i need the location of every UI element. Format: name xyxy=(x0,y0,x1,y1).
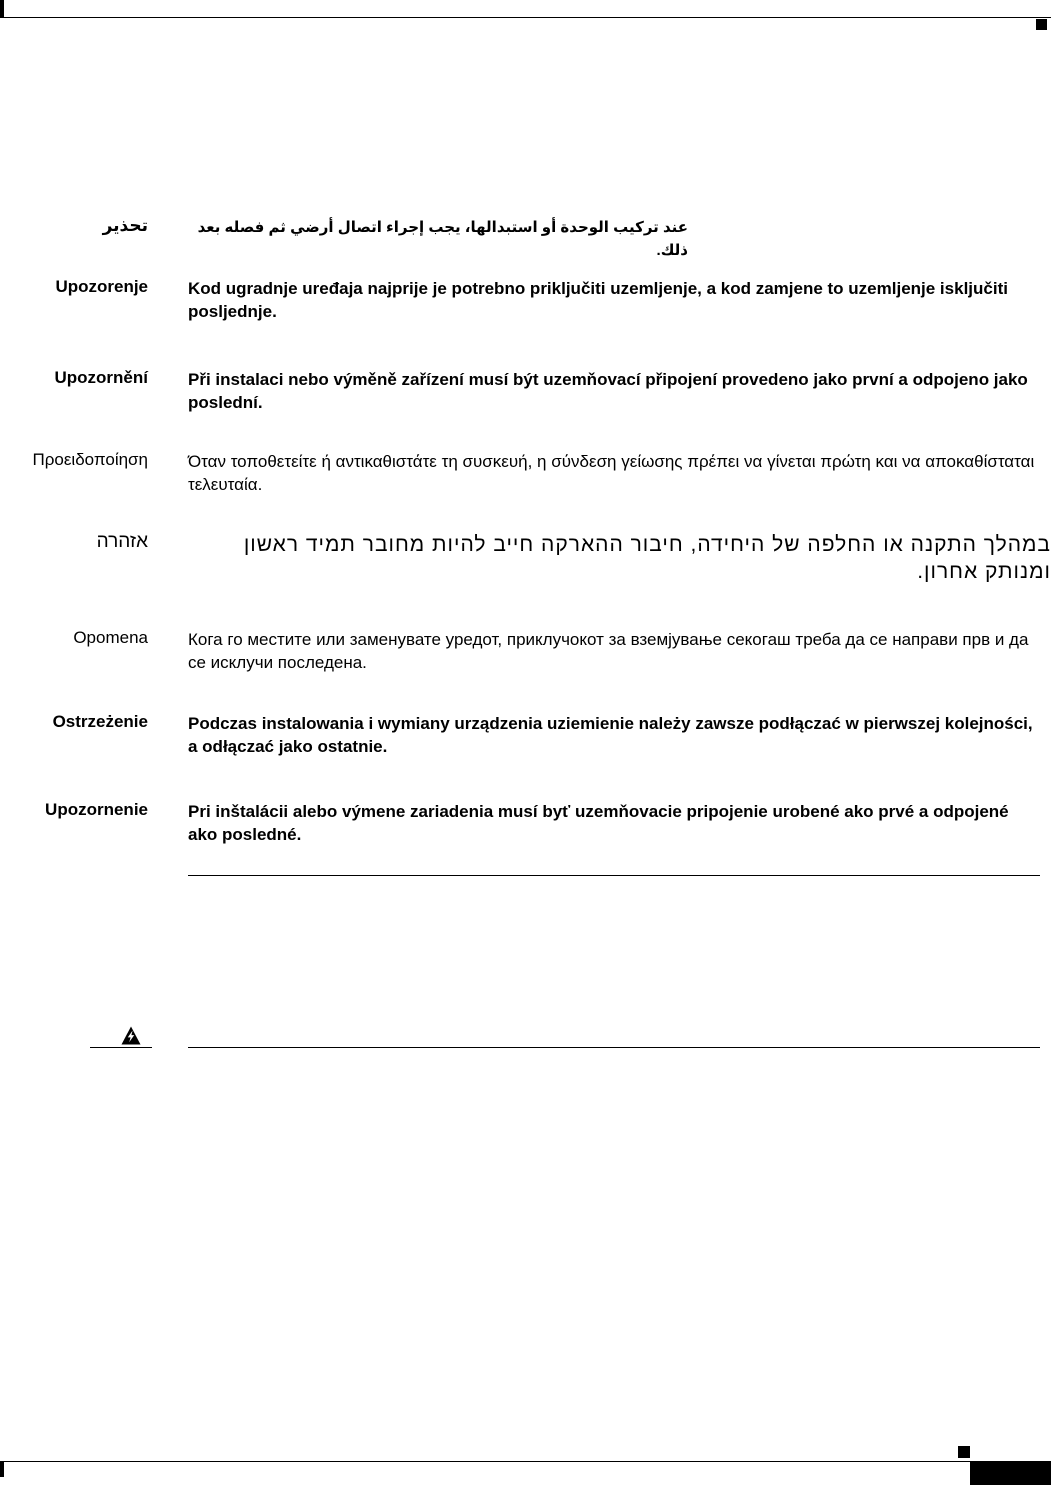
warning-text: Kod ugradnje uređaja najprije je potrebno priključiti uzemljenje, a kod zamjene to uzemljenje isključiti posljednje. xyxy=(188,279,1008,321)
warning-text: عند تركيب الوحدة أو استبدالها، يجب إجراء اتصال أرضي ثم فصله بعد ذلك. xyxy=(197,219,688,259)
warning-text: Pri inštalácii alebo výmene zariadenia musí byť uzemňovacie pripojenie urobené ako prvé a odpojené ako posledné. xyxy=(188,802,1009,844)
section-end-rule xyxy=(188,875,1040,876)
warning-label: Upozorenje xyxy=(55,277,148,296)
warning-label: تحذير xyxy=(102,216,148,235)
warning-text: Při instalaci nebo výměně zařízení musí být uzemňovací připojení provedeno jako první a odpojeno jako poslední. xyxy=(188,370,1028,412)
warning-label: Opomena xyxy=(73,628,148,647)
top-right-marker xyxy=(1036,19,1047,30)
warning-label: Upozornenie xyxy=(45,800,148,819)
icon-rule xyxy=(90,1047,152,1048)
top-header-rule xyxy=(0,17,1051,18)
section-start-rule xyxy=(188,1047,1040,1048)
footer-rule xyxy=(0,1461,1051,1462)
footer-page-tab xyxy=(970,1462,1051,1485)
warning-text: במהלך התקנה או החלפה של היחידה, חיבור ההארקה חייב להיות מחובר תמיד ראשון ומנותק אחרון. xyxy=(243,533,1051,583)
warning-text: Podczas instalowania i wymiany urządzenia uziemienie należy zawsze podłączać w pierwszej kolejności, a odłączać jako ostatnie. xyxy=(188,714,1033,756)
warning-label: Προειδοποίηση xyxy=(32,450,148,469)
warning-label: Ostrzeżenie xyxy=(52,712,148,731)
warning-text: Όταν τοποθετείτε ή αντικαθιστάτε τη συσκευή, η σύνδεση γείωσης πρέπει να γίνεται πρώτη και να αποκαθίσταται τελευταία. xyxy=(188,452,1035,494)
warning-label: אזהרה xyxy=(96,531,148,552)
warning-label: Upozornění xyxy=(54,368,148,387)
warning-triangle-icon xyxy=(121,1026,141,1045)
bottom-left-crop-mark xyxy=(0,1461,4,1477)
warning-text: Кога го местите или заменувате уредот, приклучокот за вземјување секогаш треба да се направи прв и да се исклучи последена. xyxy=(188,630,1029,672)
bottom-marker xyxy=(958,1446,970,1458)
top-left-crop-mark xyxy=(0,0,4,18)
